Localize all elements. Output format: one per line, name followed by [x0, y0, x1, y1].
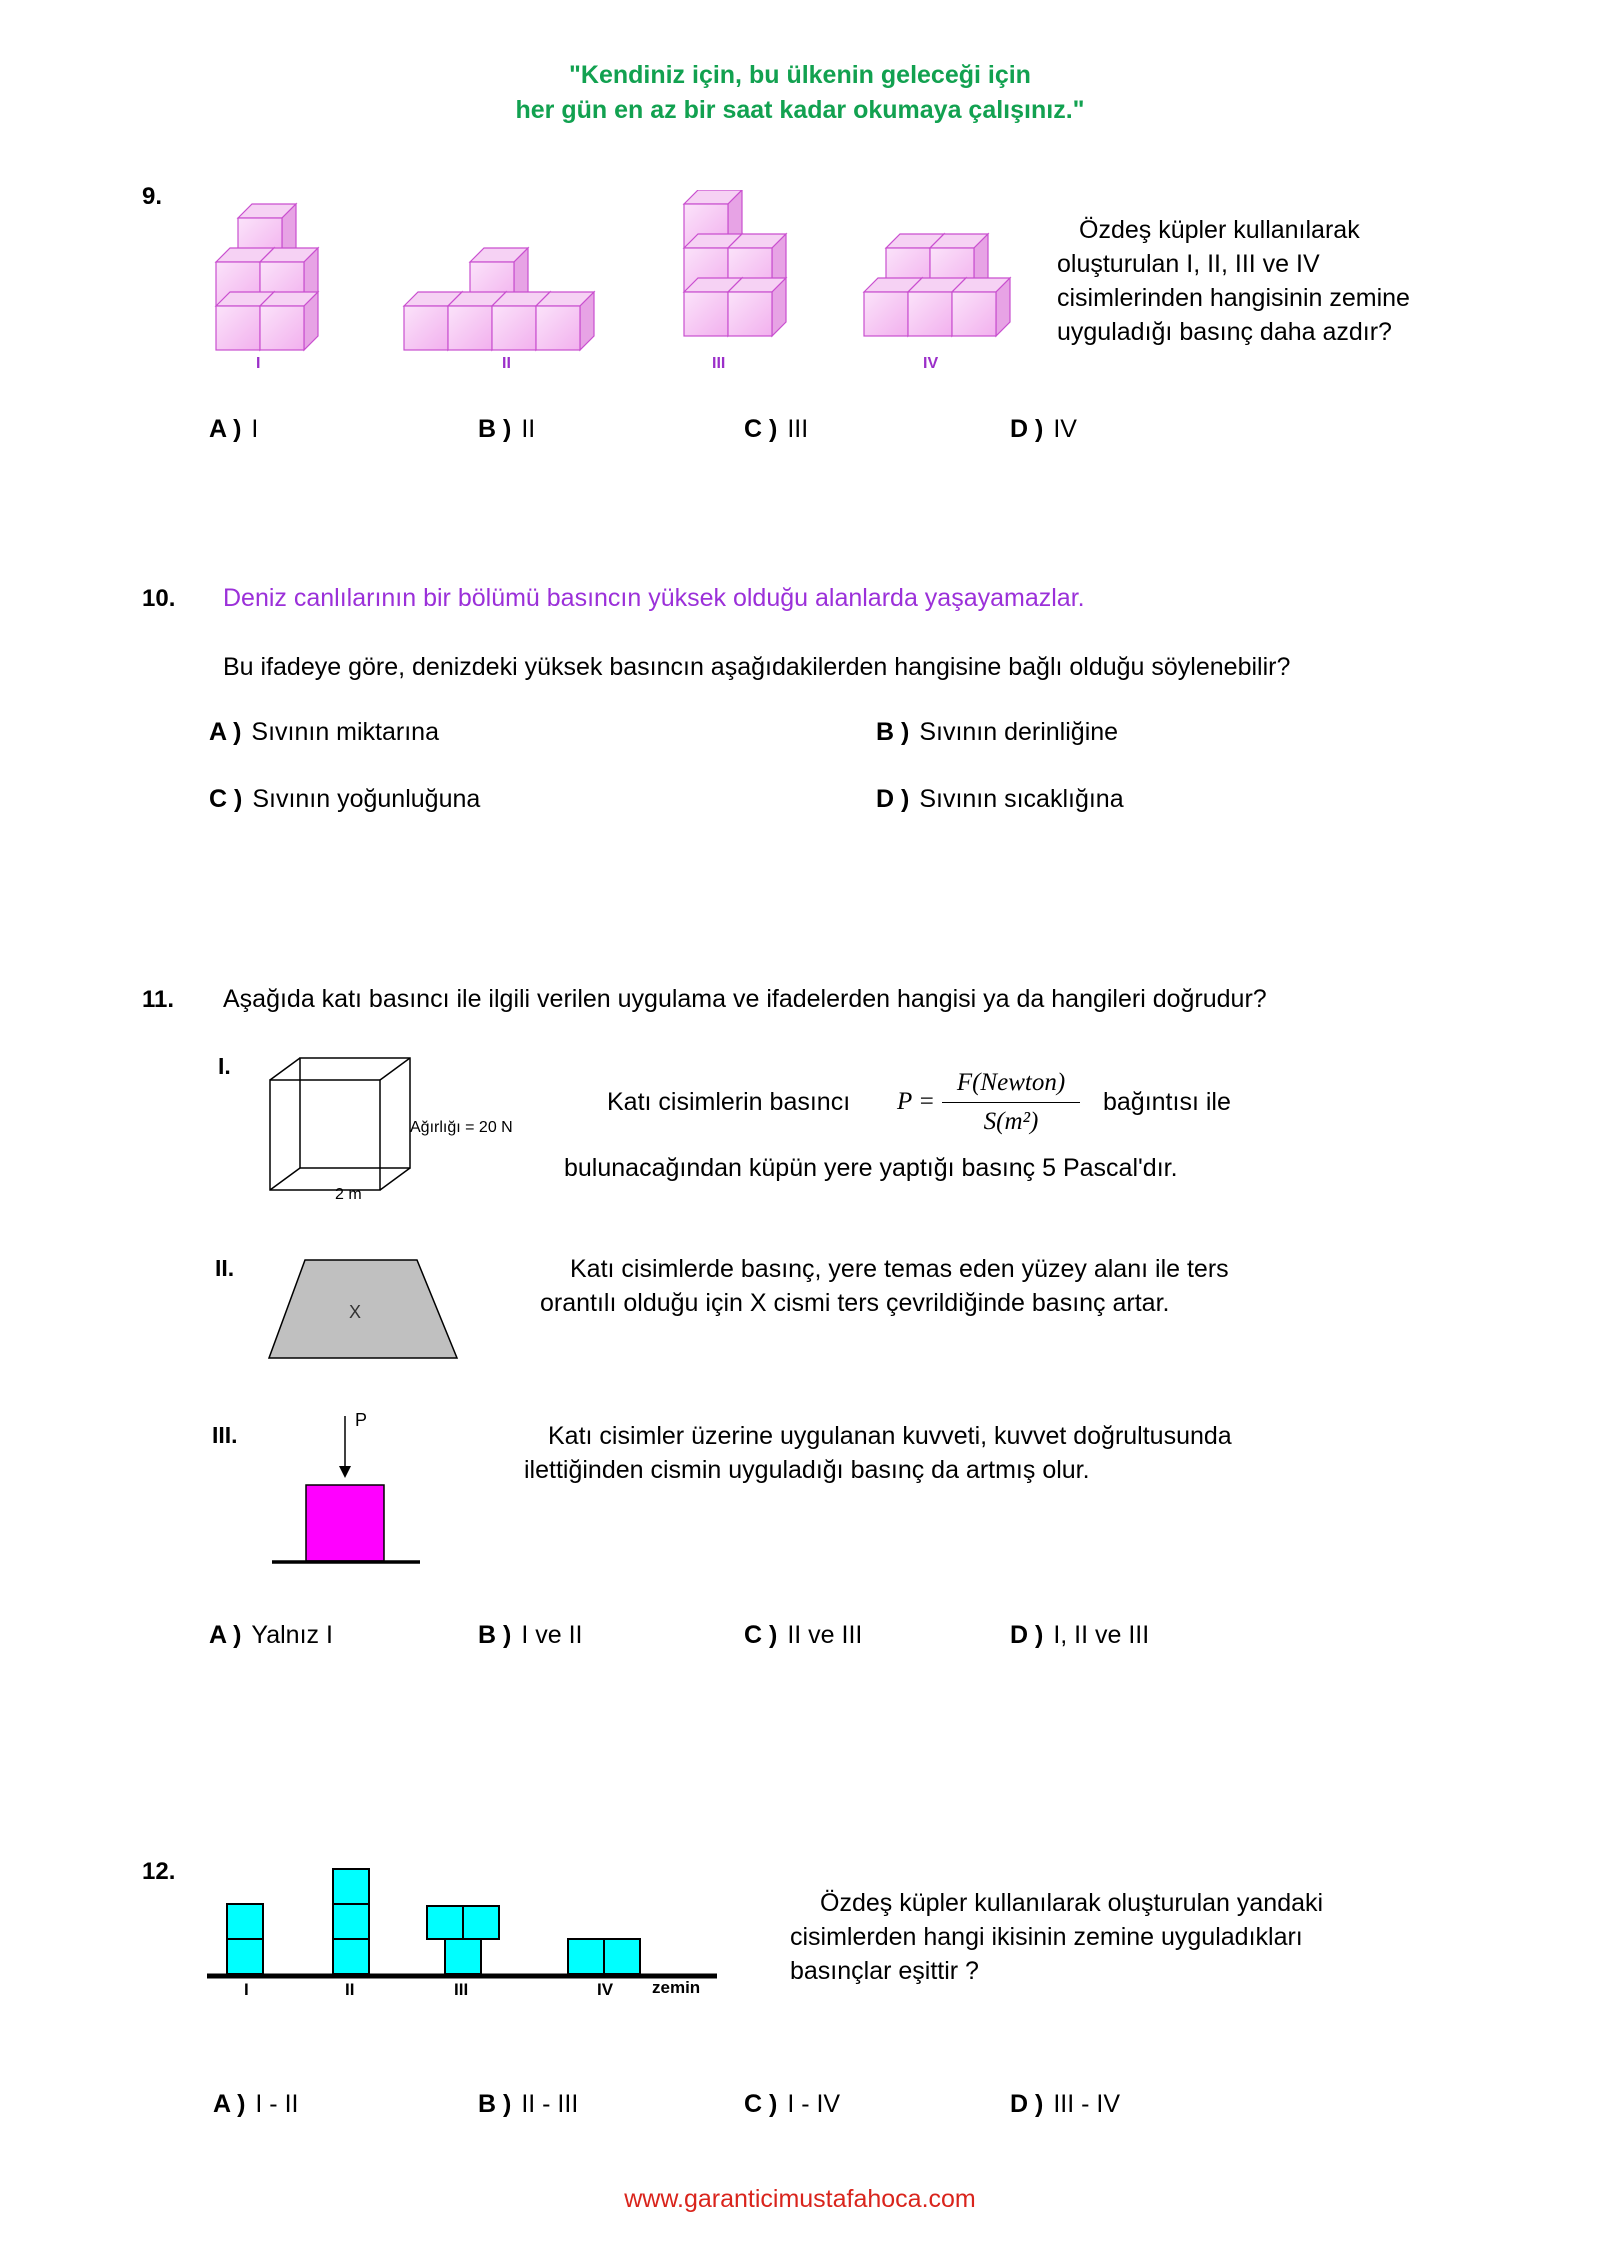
- question-number-9: 9.: [142, 183, 163, 210]
- q11-trapezoid-x: [265, 1258, 465, 1362]
- q9-option-a[interactable]: A ) I: [209, 415, 259, 443]
- q9-label-4: IV: [923, 355, 939, 372]
- q12-option-b[interactable]: B ) II - III: [478, 2090, 579, 2118]
- q12-option-c[interactable]: C ) I - IV: [744, 2090, 841, 2118]
- q12-option-d[interactable]: D ) III - IV: [1010, 2090, 1121, 2118]
- q9-label-1: I: [256, 355, 261, 372]
- q11-formula-numerator: F(Newton): [956, 1069, 1066, 1096]
- question-number-12: 12.: [142, 1858, 176, 1885]
- q11-item3-label: III.: [212, 1422, 238, 1448]
- q12-label-3: III: [454, 1980, 469, 1999]
- q11-item2-label: II.: [215, 1255, 235, 1281]
- q11-shape-x-label: X: [349, 1302, 362, 1322]
- q11-item2-text: Katı cisimlerde basınç, yere temas eden yüzey alanı ile ters orantılı olduğu için X cismi ters çevrildiğinde basınç artar.: [540, 1255, 1229, 1317]
- q10-option-a[interactable]: A ) Sıvının miktarına: [209, 718, 439, 746]
- q12-figure-1: [227, 1904, 263, 1974]
- q12-label-1: I: [244, 1980, 249, 1999]
- q9-figure-1: [216, 204, 318, 350]
- q11-side-label: 2 m: [335, 1186, 362, 1203]
- q12-label-2: II: [345, 1980, 355, 1999]
- q11-question-text: Aşağıda katı basıncı ile ilgili verilen uygulama ve ifadelerden hangisi ya da hangileri doğrudur?: [223, 985, 1267, 1013]
- q9-option-b[interactable]: B ) II: [478, 415, 536, 443]
- q10-option-c[interactable]: C ) Sıvının yoğunluğuna: [209, 785, 481, 813]
- q9-label-2: II: [502, 355, 511, 372]
- header-quote-line2: her gün en az bir saat kadar okumaya çalışınız.": [515, 96, 1085, 124]
- q9-cube-figures: [200, 190, 1060, 380]
- q12-figure-3: [427, 1906, 499, 1974]
- q11-item1-text-after: bağıntısı ile: [1103, 1088, 1231, 1116]
- footer-url[interactable]: www.garanticimustafahoca.com: [624, 2185, 976, 2213]
- q12-figure-4: [568, 1939, 640, 1974]
- q11-item1-text-before: Katı cisimlerin basıncı: [607, 1088, 851, 1116]
- q9-label-3: III: [712, 355, 726, 372]
- q12-label-4: IV: [597, 1980, 614, 1999]
- header-quote-line1: "Kendiniz için, bu ülkenin geleceği için: [569, 61, 1031, 89]
- q9-figure-2: [404, 248, 594, 350]
- q11-formula-fraction-bar: [942, 1102, 1080, 1103]
- q11-option-b[interactable]: B ) I ve II: [478, 1621, 583, 1649]
- q10-option-b[interactable]: B ) Sıvının derinliğine: [876, 718, 1119, 746]
- q9-figure-4: [864, 234, 1010, 336]
- q11-formula-lhs: P =: [897, 1088, 935, 1115]
- q11-item3-text: Katı cisimler üzerine uygulanan kuvveti, kuvvet doğrultusunda ilettiğinden cismin uyguladığı basınç da artmış olur.: [524, 1422, 1232, 1484]
- q9-option-d[interactable]: D ) IV: [1010, 415, 1077, 443]
- question-number-10: 10.: [142, 585, 176, 612]
- q11-item1-label: I.: [218, 1053, 231, 1079]
- q11-option-c[interactable]: C ) II ve III: [744, 1621, 863, 1649]
- q11-formula-denominator: S(m²): [983, 1108, 1039, 1135]
- q11-force-diagram: [268, 1412, 428, 1572]
- q9-figure-3: [684, 190, 786, 336]
- q10-statement: Deniz canlılarının bir bölümü basıncın yüksek olduğu alanlarda yaşayamazlar.: [223, 584, 1085, 612]
- q12-ground-label: zemin: [652, 1978, 701, 1997]
- q11-force-label-p: P: [355, 1410, 368, 1430]
- q12-question-text: Özdeş küpler kullanılarak oluşturulan yandaki cisimlerden hangi ikisinin zemine uyguladıkları basınçlar eşittir ?: [790, 1889, 1324, 1985]
- q10-option-d[interactable]: D ) Sıvının sıcaklığına: [876, 785, 1124, 813]
- q12-option-a[interactable]: A ) I - II: [213, 2090, 299, 2118]
- q11-option-d[interactable]: D ) I, II ve III: [1010, 1621, 1150, 1649]
- q10-question-text: Bu ifadeye göre, denizdeki yüksek basıncın aşağıdakilerden hangisine bağlı olduğu söylenebilir?: [223, 653, 1291, 681]
- q11-weight-label: Ağırlığı = 20 N: [410, 1119, 513, 1136]
- q11-option-a[interactable]: A ) Yalnız I: [209, 1621, 333, 1649]
- question-number-11: 11.: [142, 986, 175, 1013]
- q11-item1-text-line2: bulunacağından küpün yere yaptığı basınç 5 Pascal'dır.: [564, 1154, 1178, 1182]
- q9-question-text: Özdeş küpler kullanılarak oluşturulan I, II, III ve IV cisimlerinden hangisinin zemine uyguladığı basınç daha azdır?: [1057, 216, 1410, 346]
- q12-figure-2: [333, 1869, 369, 1974]
- q9-option-c[interactable]: C ) III: [744, 415, 809, 443]
